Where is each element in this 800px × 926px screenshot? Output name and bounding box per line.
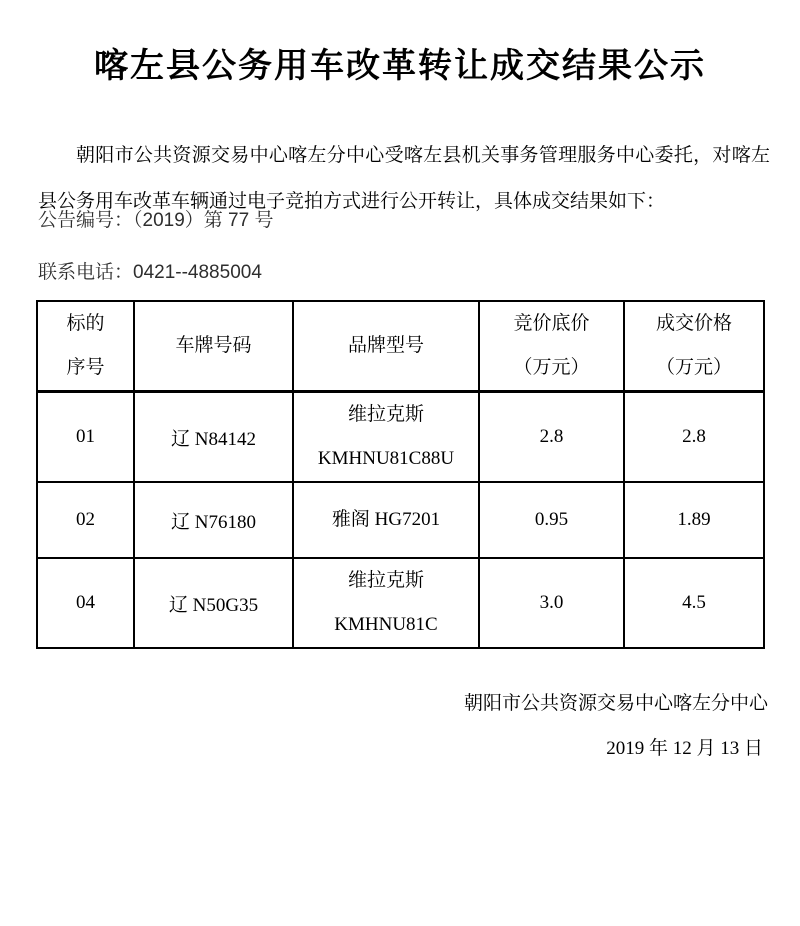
cell-deal-price: 2.8 bbox=[624, 392, 764, 483]
cell-base-price: 0.95 bbox=[479, 482, 624, 558]
cell-brand-model bbox=[293, 482, 479, 558]
table-header-row bbox=[37, 301, 764, 392]
header-line: （万元） bbox=[513, 357, 590, 378]
cell-plate-number: 辽 N76180 bbox=[134, 482, 293, 558]
cell-base-price: 2.8 bbox=[479, 392, 624, 483]
model-line: 雅阁 HG7201 bbox=[331, 509, 441, 530]
signature-date: 2019 年 12 月 13 日 bbox=[606, 738, 763, 759]
header-base-price bbox=[479, 301, 624, 392]
table-row bbox=[37, 482, 764, 558]
page-title: 喀左县公务用车改革转让成交结果公示 bbox=[94, 47, 706, 85]
model-line: KMHNU81C88U bbox=[317, 448, 455, 469]
header-deal-price bbox=[624, 301, 764, 392]
intro-paragraph: 朝阳市公共资源交易中心喀左分中心受喀左县机关事务管理服务中心委托，对喀左县公务用车改革车辆通过电子竞拍方式进行公开转让，具体成交结果如下： bbox=[38, 145, 770, 212]
signature-org: 朝阳市公共资源交易中心喀左分中心 bbox=[463, 693, 768, 714]
header-lot-number bbox=[37, 301, 134, 392]
cell-base-price: 3.0 bbox=[479, 558, 624, 648]
cell-plate-number: 辽 N84142 bbox=[134, 392, 293, 483]
cell-plate-number: 辽 N50G35 bbox=[134, 558, 293, 648]
notice-number-line: 公告编号：（2019）第 77 号 bbox=[38, 210, 274, 231]
model-line: 维拉克斯 KMHNU81C bbox=[334, 570, 438, 635]
table-row bbox=[37, 392, 764, 483]
cell-lot-number: 02 bbox=[37, 482, 134, 558]
contact-phone-line: 联系电话：0421--4885004 bbox=[38, 262, 262, 283]
header-line: （万元） bbox=[655, 357, 732, 378]
header-line: 竞价底价 bbox=[513, 313, 590, 334]
header-line: 序号 bbox=[66, 357, 105, 378]
cell-lot-number: 01 bbox=[37, 392, 134, 483]
header-line: 车牌号码 bbox=[175, 335, 252, 356]
cell-deal-price: 1.89 bbox=[624, 482, 764, 558]
cell-deal-price: 4.5 bbox=[624, 558, 764, 648]
results-table bbox=[36, 300, 765, 649]
cell-brand-model bbox=[293, 392, 479, 483]
header-plate-number bbox=[134, 301, 293, 392]
cell-lot-number: 04 bbox=[37, 558, 134, 648]
model-line: 维拉克斯 bbox=[347, 404, 424, 425]
cell-brand-model bbox=[293, 558, 479, 648]
header-line: 成交价格 bbox=[655, 313, 732, 334]
header-brand-model bbox=[293, 301, 479, 392]
header-line: 品牌型号 bbox=[347, 335, 424, 356]
table-row bbox=[37, 558, 764, 648]
header-line: 标的 bbox=[66, 313, 105, 334]
